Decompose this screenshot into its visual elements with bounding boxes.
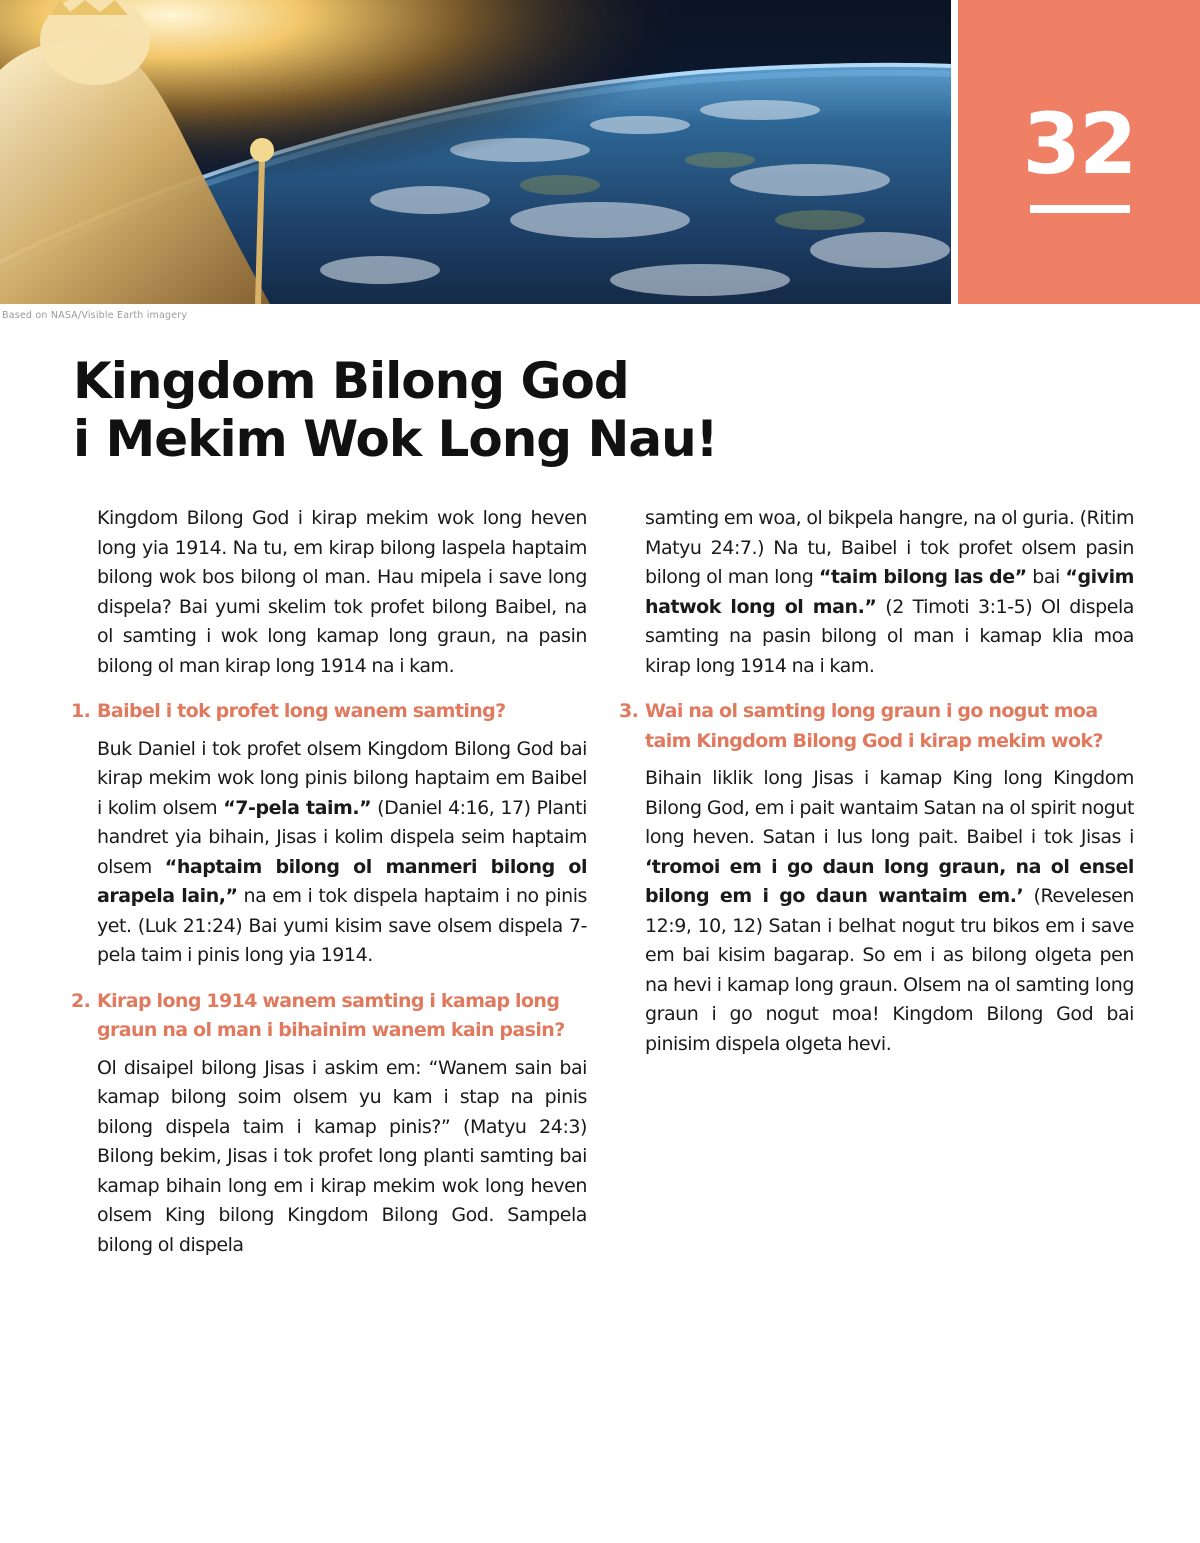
emphasized-text: “haptaim bilong ol manmeri bilong ol arapela lain,”: [97, 855, 588, 907]
title-line-1: Kingdom Bilong God: [73, 352, 629, 410]
question-number: 2.: [71, 989, 91, 1012]
question-2: [71, 987, 587, 1046]
lesson-number: 32: [1022, 95, 1136, 193]
text-run: Buk Daniel i tok profet olsem Kingdom Bilong God bai kirap mekim wok long pinis bilong haptaim em Baibel i kolim olsem: [97, 737, 587, 819]
intro-paragraph: Kingdom Bilong God i kirap mekim wok long heven long yia 1914. Na tu, em kirap bilong laspela haptaim bilong wok bos bilong ol man. Hau mipela i save long dispela? Bai yumi skelim tok profet bilong Baibel, na ol samting i wok long kamap long graun, na pasin bilong ol man kirap long 1914 na i kam.: [97, 507, 587, 677]
question-text: Baibel i tok profet long wanem samting?: [97, 700, 506, 722]
lesson-number-panel: [958, 0, 1200, 304]
text-run: bai: [1026, 566, 1066, 588]
emphasized-text: ‘tromoi em i go daun long graun, na ol ensel bilong em i go daun wantaim em.’: [645, 855, 1134, 907]
answer-paragraph-2-continued: [645, 504, 1134, 681]
question-text: Kirap long 1914 wanem samting i kamap long graun na ol man i bihainim wanem kain pasin?: [97, 989, 565, 1041]
left-column: [71, 504, 588, 1276]
answer-paragraph-3: [645, 764, 1134, 1059]
question-text: Wai na ol samting long graun i go nogut moa taim Kingdom Bilong God i kirap mekim wok?: [645, 700, 1103, 752]
text-run: (Revelesen 12:9, 10, 12) Satan i belhat nogut tru bikos em i save em bai kisim bagarap. So em i as bilong olgeta pen na hevi i kamap long graun. Olsem na ol samting long graun i go nogut moa! Kingdom Bilong God bai pinisim dispela olgeta hevi.: [645, 885, 1134, 1055]
title-line-2: i Mekim Wok Long Nau!: [73, 410, 718, 468]
text-run: Bihain liklik long Jisas i kamap King long Kingdom Bilong God, em i pait wantaim Satan na ol spirit nogut long heven. Satan i lus long pait. Baibel i tok Jisas i: [645, 767, 1134, 848]
question-number: 3.: [619, 700, 639, 722]
page-title: [73, 352, 973, 468]
hero-image: [0, 0, 951, 304]
text-run: (2 Timoti 3:1-5) Ol dispela samting na pasin bilong ol man i kamap klia moa kirap long 1914 na i kam.: [645, 595, 1134, 677]
text-run: samting em woa, ol bikpela hangre, na ol guria. (Ritim Matyu 24:7.) Na tu, Baibel i tok profet olsem pasin bilong ol man long: [645, 507, 1134, 588]
emphasized-text: “taim bilong las de”: [818, 566, 1027, 588]
image-credit: Based on NASA/Visible Earth imagery: [2, 310, 188, 321]
right-column: [619, 504, 1135, 1075]
lesson-number-underline: [1030, 205, 1130, 213]
text-run: Ol disaipel bilong Jisas i askim em: “Wanem sain bai kamap bilong soim olsem yu kam i stap na pinis bilong dispela taim i kamap pinis?” (Matyu 24:3) Bilong bekim, Jisas i tok profet long planti samting bai kamap bihain long em i kirap mekim wok long heven olsem King bilong Kingdom Bilong God. Sampela bilong ol dispela: [97, 1056, 587, 1256]
emphasized-text: “7-pela taim.”: [223, 796, 372, 819]
text-run: (Daniel 4:16, 17) Planti handret yia bihain, Jisas i kolim dispela seim haptaim olsem: [97, 796, 587, 878]
earth-king-illustration: [0, 0, 951, 304]
emphasized-text: “givim hatwok long ol man.”: [645, 566, 1135, 618]
question-1: [71, 697, 587, 727]
text-run: na em i tok dispela haptaim i no pinis yet. (Luk 21:24) Bai yumi kisim save olsem dispela 7-pela taim i pinis long yia 1914.: [97, 885, 587, 966]
question-3: [619, 697, 1134, 756]
question-number: 1.: [71, 700, 91, 722]
answer-paragraph-2: [97, 1054, 587, 1261]
answer-paragraph-1: [97, 735, 587, 971]
